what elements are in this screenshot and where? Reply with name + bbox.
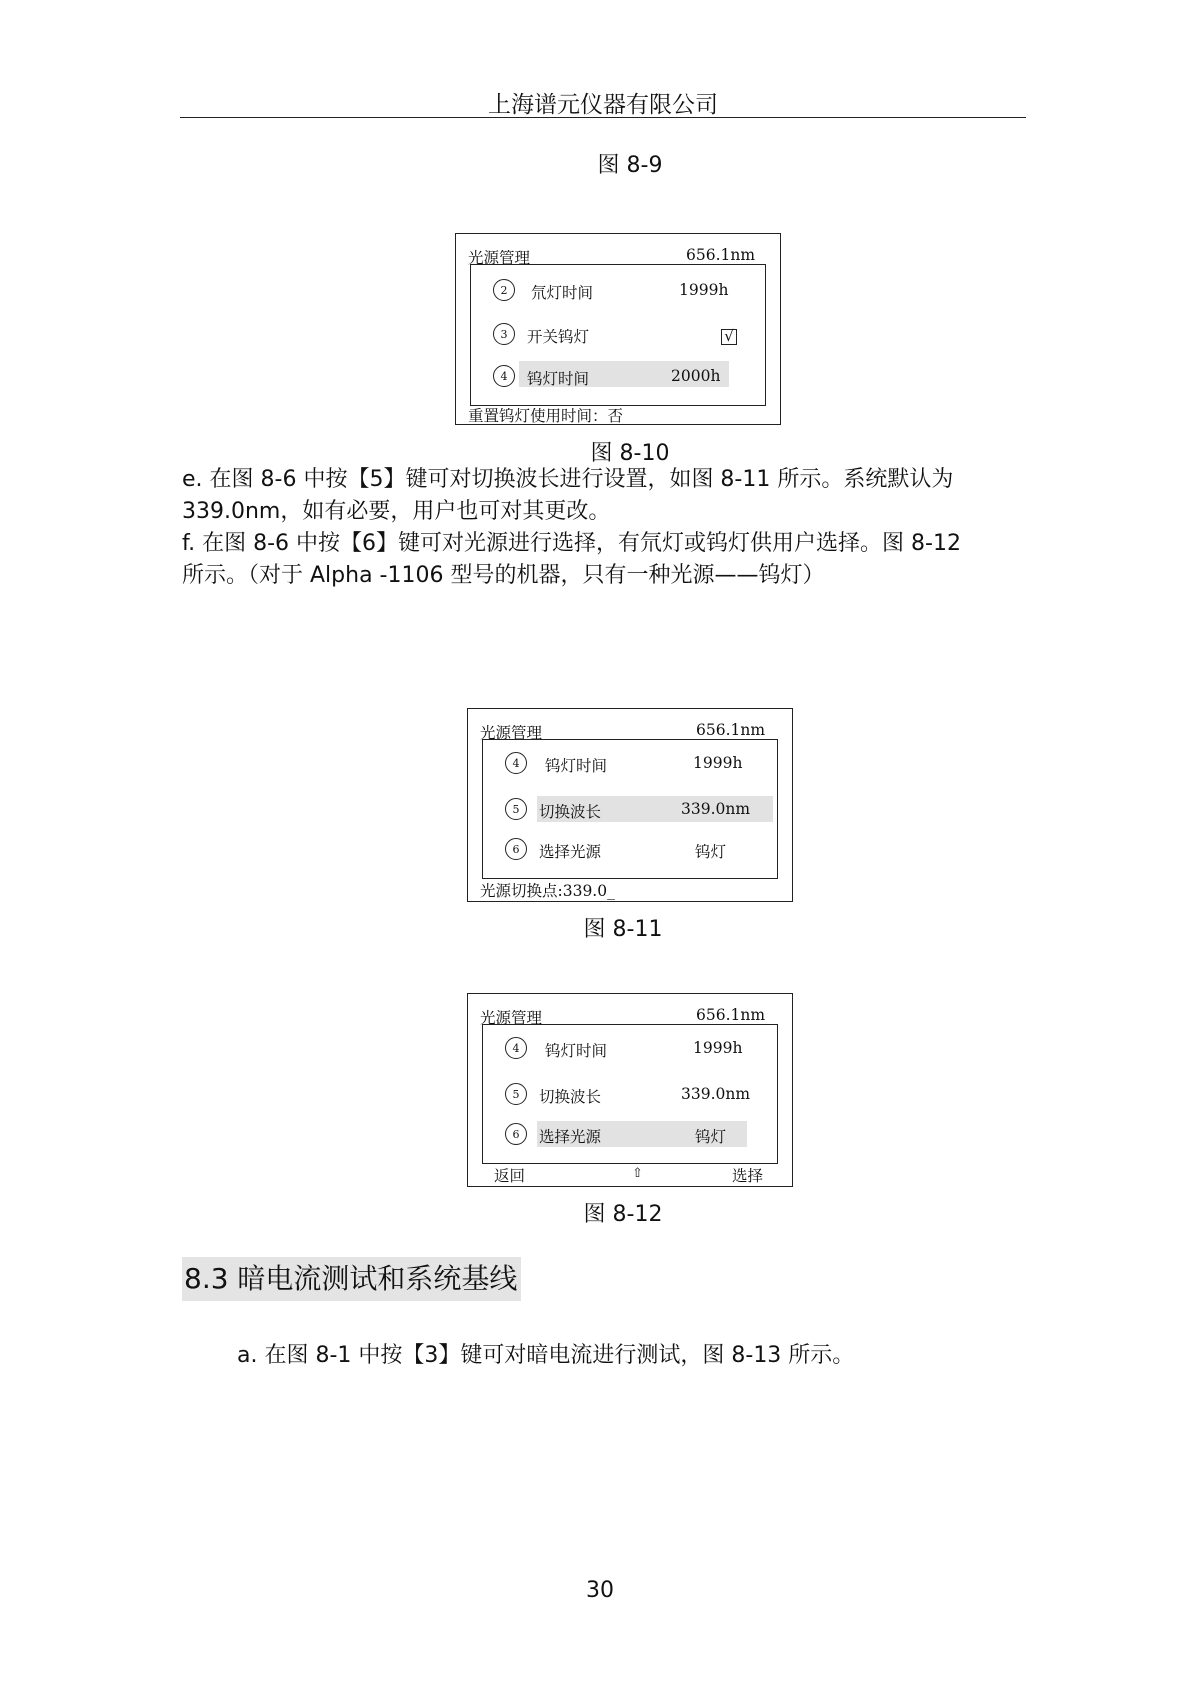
screen-title: 光源管理 — [480, 1009, 543, 1027]
page-number: 30 — [586, 1578, 614, 1603]
menu-item-label: 切换波长 — [539, 803, 602, 821]
menu-item-value: 2000h — [671, 367, 721, 385]
menu-item-label: 氘灯时间 — [531, 284, 594, 302]
item-number-circle: 6 — [505, 838, 527, 860]
fig-8-12-screen — [467, 993, 793, 1187]
screen-wavelength: 656.1nm — [696, 1006, 766, 1024]
paragraph-line: f. 在图 8-6 中按【6】键可对光源进行选择，有氘灯或钨灯供用户选择。图 8-12 — [182, 531, 961, 556]
menu-item-value: 1999h — [693, 1039, 743, 1057]
item-number-circle: 5 — [505, 798, 527, 820]
paragraph-e-f — [182, 464, 1042, 592]
menu-item-label: 切换波长 — [539, 1088, 602, 1106]
item-number-circle: 5 — [505, 1083, 527, 1105]
company-header: 上海谱元仪器有限公司 — [488, 92, 718, 118]
menu-item-label: 选择光源 — [539, 843, 602, 861]
menu-item-label: 选择光源 — [539, 1128, 602, 1146]
caption-fig-8-12: 图 8-12 — [583, 1202, 663, 1227]
fig-8-10-screen — [455, 233, 781, 425]
item-number-circle: 2 — [493, 279, 515, 301]
screen-wavelength: 656.1nm — [686, 246, 756, 264]
menu-item-label: 钨灯时间 — [545, 1042, 608, 1060]
menu-item-value: 钨灯 — [695, 843, 727, 861]
menu-item-value: 1999h — [679, 281, 729, 299]
menu-item-label: 开关钨灯 — [527, 328, 590, 346]
section-heading: 8.3 暗电流测试和系统基线 — [182, 1257, 521, 1301]
menu-panel — [482, 739, 778, 879]
up-arrow-icon: ⇧ — [632, 1166, 643, 1181]
menu-panel — [482, 1024, 778, 1164]
paragraph-line: e. 在图 8-6 中按【5】键可对切换波长进行设置，如图 8-11 所示。系统默认为 — [182, 467, 954, 492]
item-number-circle: 4 — [493, 365, 515, 387]
header-divider — [180, 117, 1026, 118]
paragraph-a — [237, 1340, 1097, 1372]
paragraph-line: 所示。（对于 Alpha -1106 型号的机器，只有一种光源——钨灯） — [182, 563, 825, 588]
screen-wavelength: 656.1nm — [696, 721, 766, 739]
item-number-circle: 4 — [505, 1037, 527, 1059]
menu-panel — [470, 264, 766, 406]
menu-item-value: 339.0nm — [681, 800, 751, 818]
menu-item-label: 钨灯时间 — [545, 757, 608, 775]
paragraph-line: 339.0nm，如有必要，用户也可对其更改。 — [182, 499, 611, 524]
checkbox-checked-icon: √ — [721, 329, 737, 345]
caption-fig-8-10: 图 8-10 — [590, 441, 670, 466]
screen-footer: 重置钨灯使用时间：否 — [468, 407, 624, 425]
caption-fig-8-11: 图 8-11 — [583, 917, 663, 942]
screen-title: 光源管理 — [468, 249, 531, 267]
caption-fig-8-9: 图 8-9 — [597, 153, 663, 178]
item-number-circle: 6 — [505, 1123, 527, 1145]
softkey-back: 返回 — [494, 1167, 526, 1185]
fig-8-11-screen — [467, 708, 793, 902]
paragraph-line: a. 在图 8-1 中按【3】键可对暗电流进行测试，图 8-13 所示。 — [237, 1343, 855, 1368]
menu-item-label: 钨灯时间 — [527, 370, 590, 388]
menu-item-value: 339.0nm — [681, 1085, 751, 1103]
screen-footer: 光源切换点:339.0_ — [480, 882, 615, 900]
softkey-select: 选择 — [732, 1167, 764, 1185]
item-number-circle: 4 — [505, 752, 527, 774]
screen-title: 光源管理 — [480, 724, 543, 742]
menu-item-value: 钨灯 — [695, 1128, 727, 1146]
item-number-circle: 3 — [493, 323, 515, 345]
menu-item-value: 1999h — [693, 754, 743, 772]
